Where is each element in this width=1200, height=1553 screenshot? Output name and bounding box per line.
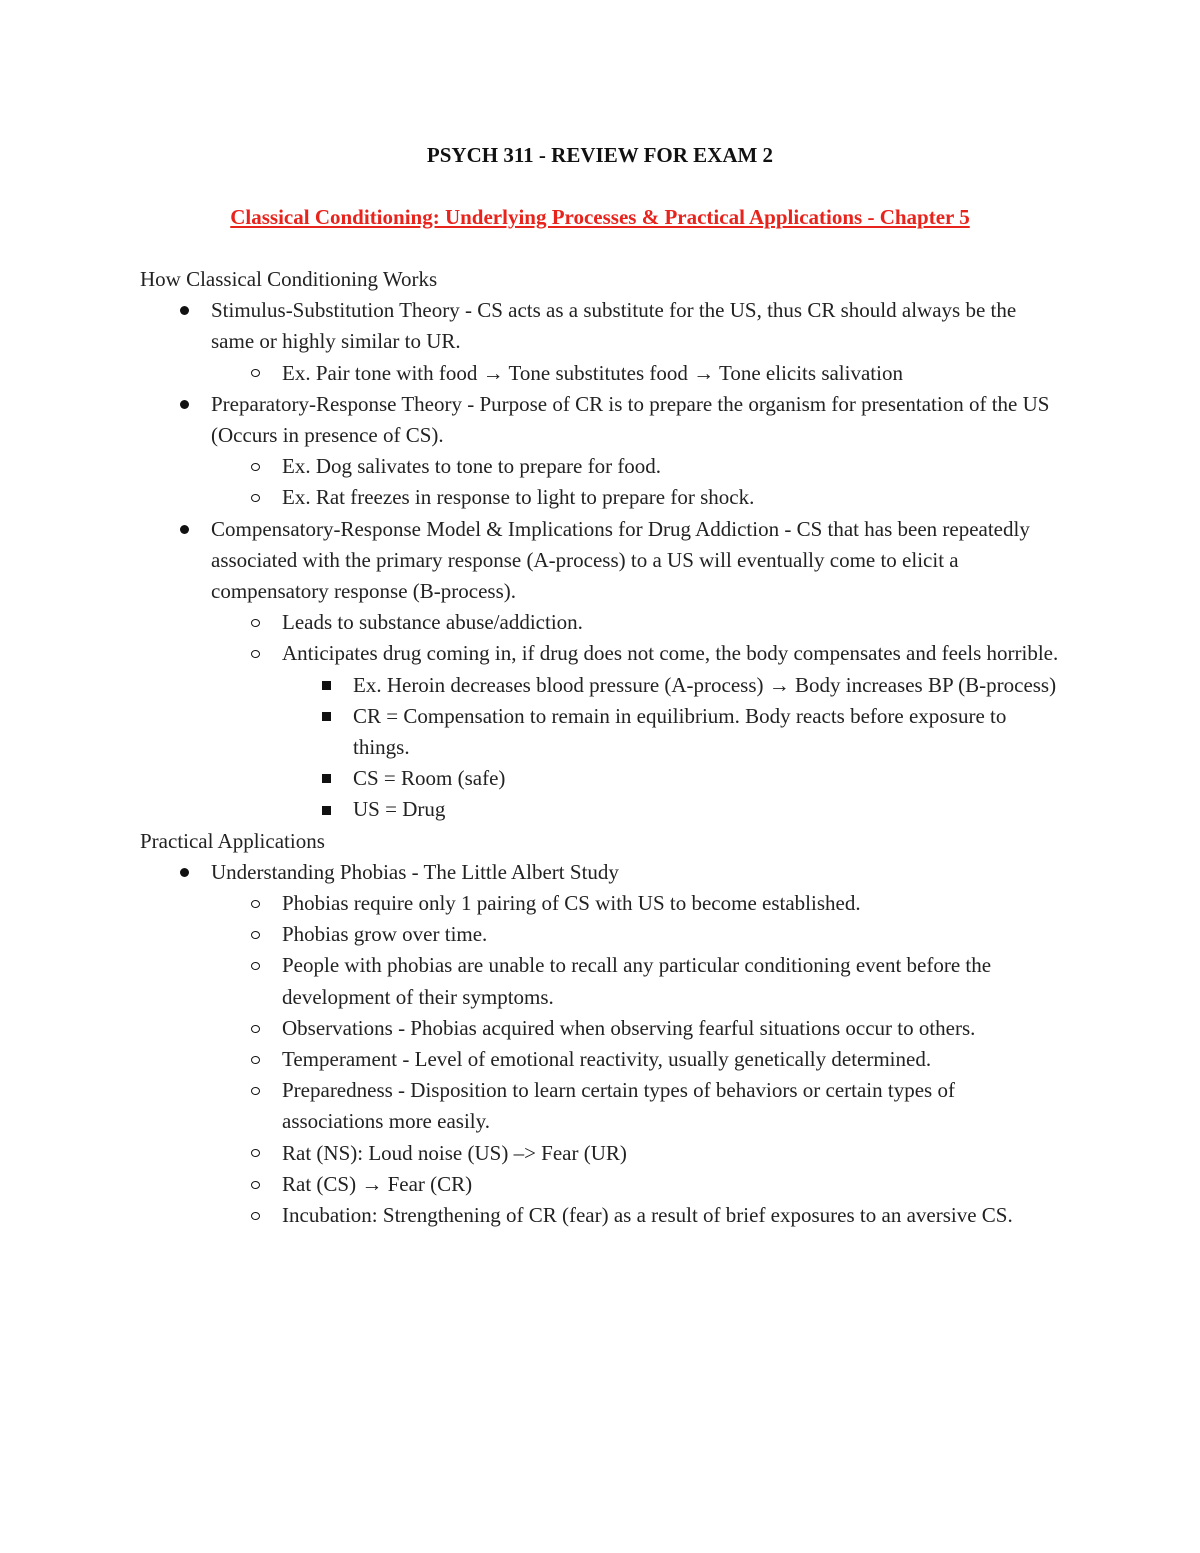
list-item — [140, 1075, 1060, 1137]
list-item-text: Ex. Rat freezes in response to light to prepare for shock. — [282, 485, 755, 510]
hollow-bullet-icon — [245, 1013, 265, 1044]
hollow-bullet-icon — [245, 1138, 265, 1169]
list-item-text: Phobias grow over time. — [282, 922, 488, 947]
list-item-text: Preparedness - Disposition to learn certain types of behaviors or certain types of associations more easily. — [282, 1078, 955, 1134]
list-item-text: CR = Compensation to remain in equilibrium. Body reacts before exposure to things. — [353, 703, 1007, 760]
list-item — [140, 670, 1060, 701]
filled-bullet-icon — [174, 389, 194, 420]
bullet-list — [140, 857, 1060, 1231]
square-bullet-icon — [316, 763, 336, 794]
document-title: PSYCH 311 - REVIEW FOR EXAM 2 — [426, 143, 774, 167]
list-item — [140, 1200, 1060, 1231]
hollow-bullet-icon — [245, 919, 265, 950]
list-item-text: Preparatory-Response Theory - Purpose of CR is to prepare the organism for presentation of the US (Occurs in presence of CS). — [211, 391, 1050, 448]
list-item — [140, 763, 1060, 794]
list-item-text: Incubation: Strengthening of CR (fear) as a result of brief exposures to an aversive CS. — [282, 1203, 1013, 1228]
list-item — [140, 1169, 1060, 1200]
list-item — [140, 919, 1060, 950]
section-heading: Practical Applications — [140, 828, 325, 853]
list-item — [140, 1013, 1060, 1044]
hollow-bullet-icon — [245, 1044, 265, 1075]
list-item-text: Temperament - Level of emotional reactivity, usually genetically determined. — [282, 1047, 932, 1072]
square-bullet-icon — [316, 670, 336, 701]
list-item — [140, 1044, 1060, 1075]
hollow-bullet-icon — [245, 1075, 265, 1106]
section-heading: How Classical Conditioning Works — [140, 267, 438, 291]
hollow-bullet-icon — [245, 451, 265, 482]
list-item-text: Anticipates drug coming in, if drug does not come, the body compensates and feels horrible. — [282, 641, 1059, 666]
notes-body — [140, 264, 1060, 1231]
list-item-text: US = Drug — [353, 797, 446, 822]
list-item — [140, 638, 1060, 669]
list-item — [140, 794, 1060, 825]
list-item-text: Observations - Phobias acquired when observing fearful situations occur to others. — [282, 1015, 976, 1040]
list-item-text: CS = Room (safe) — [353, 766, 506, 791]
filled-bullet-icon — [174, 857, 194, 888]
list-item — [140, 482, 1060, 513]
list-item-text: Rat (CS) → Fear (CR) — [282, 1171, 473, 1196]
square-bullet-icon — [316, 794, 336, 825]
square-bullet-icon — [316, 701, 336, 732]
hollow-bullet-icon — [245, 607, 265, 638]
hollow-bullet-icon — [245, 482, 265, 513]
filled-bullet-icon — [174, 514, 194, 545]
hollow-bullet-icon — [245, 638, 265, 669]
hollow-bullet-icon — [245, 1169, 265, 1200]
list-item — [140, 389, 1060, 451]
list-item-text: Phobias require only 1 pairing of CS with US to become established. — [282, 891, 861, 916]
list-item-text: Rat (NS): Loud noise (US) –> Fear (UR) — [282, 1140, 627, 1165]
list-item — [140, 701, 1060, 763]
list-item — [140, 888, 1060, 919]
list-item — [140, 514, 1060, 608]
list-item — [140, 607, 1060, 638]
list-item-text: Leads to substance abuse/addiction. — [282, 610, 583, 635]
hollow-bullet-icon — [245, 950, 265, 981]
hollow-bullet-icon — [245, 1200, 265, 1231]
filled-bullet-icon — [174, 295, 194, 326]
list-item — [140, 295, 1060, 357]
bullet-list — [140, 295, 1060, 825]
list-item-text: Understanding Phobias - The Little Albert Study — [211, 859, 619, 884]
list-item-text: Ex. Heroin decreases blood pressure (A-process) → Body increases BP (B-process) — [353, 672, 1057, 697]
hollow-bullet-icon — [245, 888, 265, 919]
list-item-text: Compensatory-Response Model & Implications for Drug Addiction - CS that has been repeatedly associated with the primary response (A-process) to a US will eventually come to elicit a compensatory response (B-process). — [211, 516, 1030, 604]
list-item — [140, 950, 1060, 1012]
list-item — [140, 1138, 1060, 1169]
list-item — [140, 358, 1060, 389]
list-item-text: Ex. Pair tone with food → Tone substitutes food → Tone elicits salivation — [282, 360, 903, 385]
chapter-heading: Classical Conditioning: Underlying Processes & Practical Applications - Chapter 5 — [230, 205, 970, 229]
list-item-text: Ex. Dog salivates to tone to prepare for food. — [282, 454, 662, 479]
list-item — [140, 857, 1060, 888]
hollow-bullet-icon — [245, 358, 265, 389]
list-item-text: Stimulus-Substitution Theory - CS acts as a substitute for the US, thus CR should always be the same or highly similar to UR. — [211, 298, 1017, 354]
list-item-text: People with phobias are unable to recall any particular conditioning event before the development of their symptoms. — [282, 953, 992, 1009]
list-item — [140, 451, 1060, 482]
